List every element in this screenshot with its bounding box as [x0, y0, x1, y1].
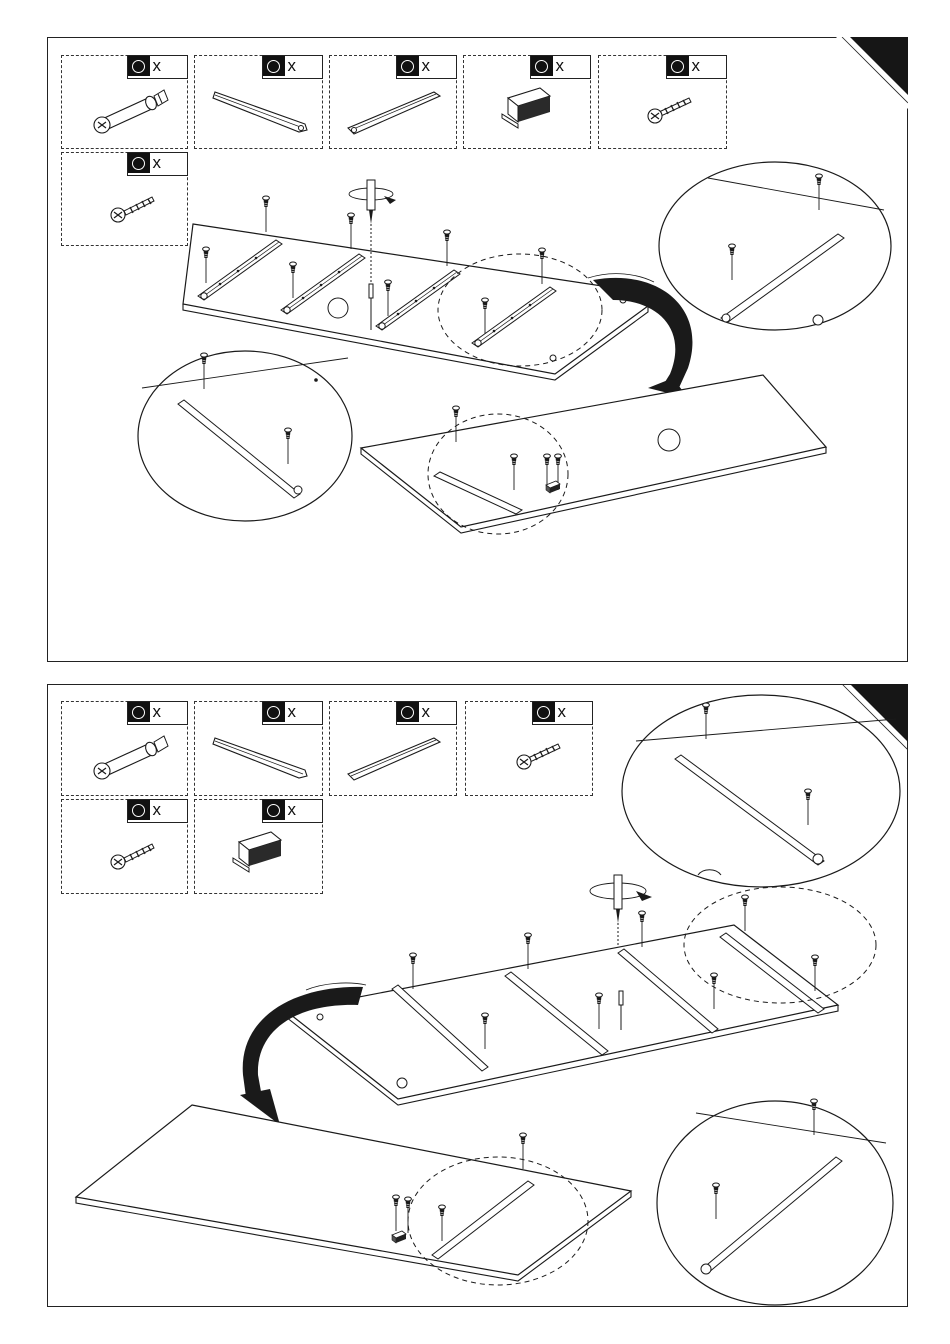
quantity-label: x	[557, 702, 566, 721]
screw-marker	[348, 213, 355, 249]
assembly-step-panel-2	[47, 684, 908, 1307]
board-bottom	[76, 1105, 631, 1275]
quantity-label: x	[152, 153, 161, 172]
assembly-scene-1	[48, 38, 907, 661]
assembly-step-panel-1	[47, 37, 908, 662]
detail-zoom-circle-right	[659, 162, 891, 330]
quantity-label: x	[287, 800, 296, 819]
quantity-label: x	[152, 56, 161, 75]
board-top	[286, 925, 838, 1099]
assembly-scene-2	[48, 685, 907, 1306]
quantity-label: x	[152, 702, 161, 721]
quantity-label: x	[691, 56, 700, 75]
quantity-label: x	[421, 56, 430, 75]
quantity-label: x	[152, 800, 161, 819]
screw-marker	[444, 230, 451, 266]
detail-zoom-circle-left	[138, 351, 352, 521]
detail-zoom-circle-right	[622, 695, 900, 887]
quantity-label: x	[555, 56, 564, 75]
quantity-label: x	[287, 702, 296, 721]
quantity-label: x	[287, 56, 296, 75]
detail-zoom-circle-bottom	[657, 1099, 893, 1305]
quantity-label: x	[421, 702, 430, 721]
screw-marker	[263, 196, 270, 232]
